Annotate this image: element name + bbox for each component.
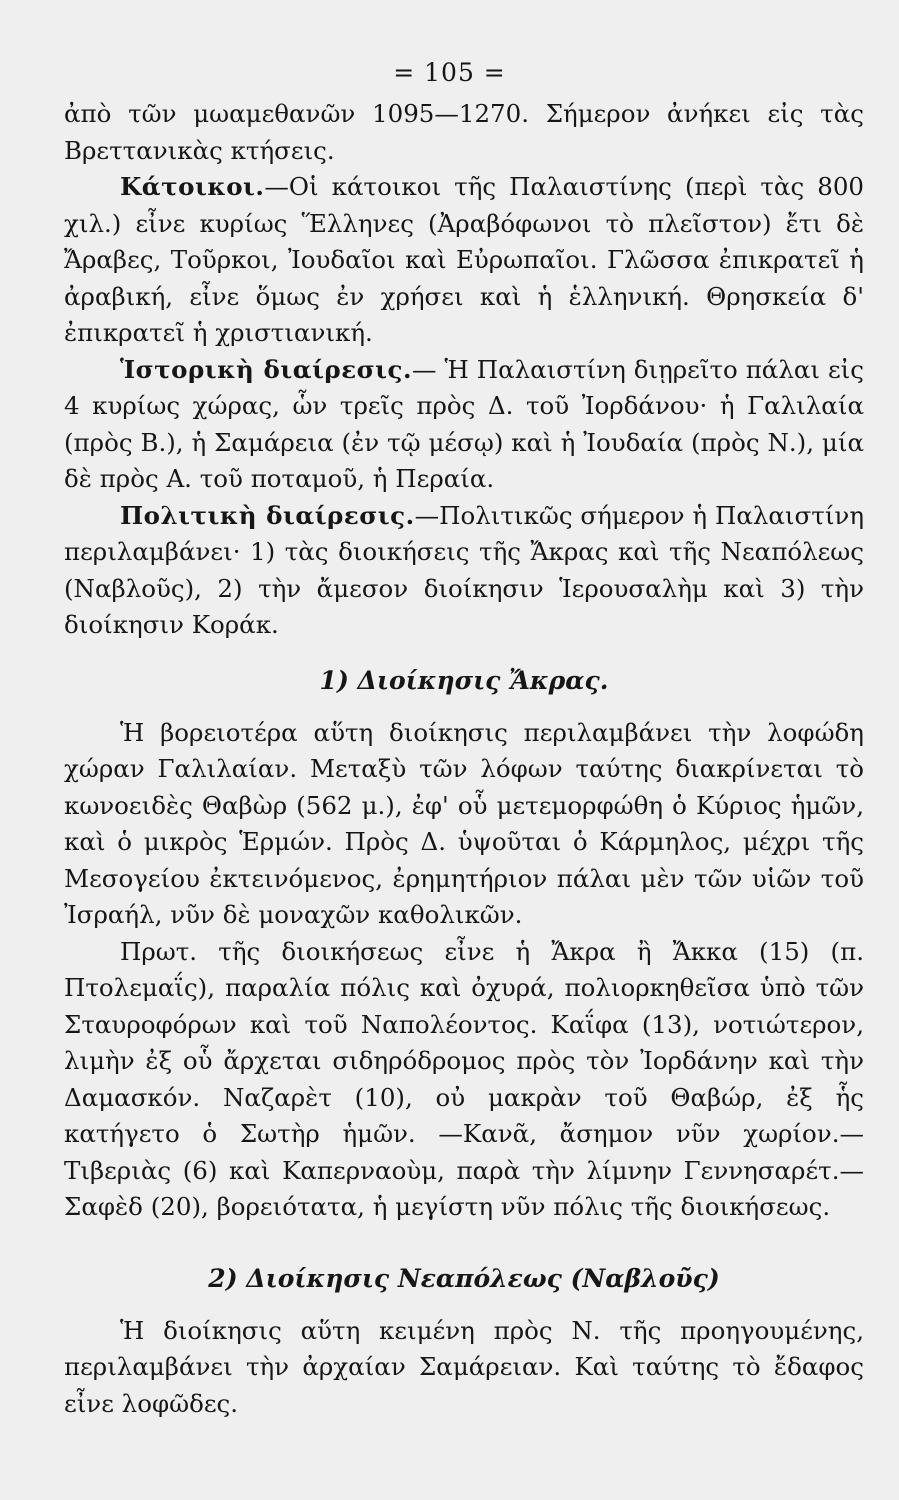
page-text bbox=[64, 96, 864, 1422]
section-heading-nablus: 2) Διοίκησις Νεαπόλεως (Ναβλοῦς) bbox=[208, 1263, 720, 1293]
political-division-lead: Πολιτικὴ διαίρεσις. bbox=[120, 500, 415, 530]
political-division-paragraph bbox=[64, 498, 864, 644]
acre-paragraph-2: Πρωτ. τῆς διοικήσεως εἶνε ἡ Ἄκρα ἢ Ἄκκα (15) (π. Πτολεμαΐς), παραλία πόλις καὶ ὀχυρά, πολιορκηθεῖσα ὑπὸ τῶν Σταυροφόρων καὶ τοῦ Ναπολέοντος. Καΐφα (13), νοτιώτερον, λιμὴν ἐξ οὗ ἄρχεται σιδηρόδρομος πρὸς τὸν Ἰορδάνην καὶ τὴν Δαμασκόν. Ναζαρὲτ (10), οὐ μακρὰν τοῦ Θαβώρ, ἐξ ἧς κατήγετο ὁ Σωτὴρ ἡμῶν. —Κανᾶ, ἄσημον νῦν χωρίον.—Τιβεριὰς (6) καὶ Καπερναοὺμ, παρὰ τὴν λίμνην Γεννησαρέτ.—Σαφὲδ (20), βορειότατα, ἡ μεγίστη νῦν πόλις τῆς διοικήσεως. bbox=[64, 936, 864, 1221]
inhabitants-lead: Κάτοικοι. bbox=[120, 172, 265, 201]
inhabitants-paragraph bbox=[64, 169, 864, 352]
inhabitants-text: —Οἱ κάτοικοι τῆς Παλαιστίνης (περὶ τὰς 800 χιλ.) εἶνε κυρίως Ἕλληνες (Ἀραβόφωνοι τὸ πλεῖστον) ἔτι δὲ Ἄραβες, Τοῦρκοι, Ἰουδαῖοι καὶ Εὐρωπαῖοι. Γλῶσσα ἐπικρατεῖ ἡ ἀραβική, εἶνε ὅμως ἐν χρήσει καὶ ἡ ἑλληνική. Θρησκεία δ' ἐπικρατεῖ ἡ χριστιανική. bbox=[64, 172, 864, 347]
historical-division-lead: Ἱστορικὴ διαίρεσις. bbox=[120, 354, 412, 384]
page-number: = 105 = bbox=[393, 58, 506, 87]
historical-division-text: — Ἡ Παλαιστίνη διῃρεῖτο πάλαι εἰς 4 κυρίως χώρας, ὧν τρεῖς πρὸς Δ. τοῦ Ἰορδάνου· ἡ Γαλιλαία (πρὸς Β.), ἡ Σαμάρεια (ἐν τῷ μέσῳ) καὶ ἡ Ἰουδαία (πρὸς Ν.), μία δὲ πρὸς Α. τοῦ ποταμοῦ, ἡ Περαία. bbox=[64, 354, 865, 493]
acre-paragraph-1: Ἡ βορειοτέρα αὕτη διοίκησις περιλαμβάνει τὴν λοφώδη χώραν Γαλιλαίαν. Μεταξὺ τῶν λόφων ταύτης διακρίνεται τὸ κωνοειδὲς Θαβὼρ (562 μ.), ἐφ' οὗ μετεμορφώθη ὁ Κύριος ἡμῶν, καὶ ὁ μικρὸς Ἑρμών. Πρὸς Δ. ὑψοῦται ὁ Κάρμηλος, μέχρι τῆς Μεσογείου ἐκτεινόμενος, ἐρημητήριον πάλαι μὲν τῶν υἱῶν τοῦ Ἰσραήλ, νῦν δὲ μοναχῶν καθολικῶν. bbox=[64, 717, 864, 929]
section-heading-acre: 1) Διοίκησις Ἄκρας. bbox=[319, 665, 609, 695]
political-division-text: —Πολιτικῶς σήμερον ἡ Παλαιστίνη περιλαμβάνει· 1) τὰς διοικήσεις τῆς Ἄκρας καὶ τῆς Νεαπόλεως (Ναβλοῦς), 2) τὴν ἄμεσον διοίκησιν Ἱερουσαλὴμ καὶ 3) τὴν διοίκησιν Κοράκ. bbox=[64, 500, 864, 639]
nablus-paragraph-1: Ἡ διοίκησις αὕτη κειμένη πρὸς Ν. τῆς προηγουμένης, περιλαμβάνει τὴν ἀρχαίαν Σαμάρειαν. Καὶ ταύτης τὸ ἔδαφος εἶνε λοφῶδες. bbox=[64, 1315, 864, 1418]
intro-paragraph: ἀπὸ τῶν μωαμεθανῶν 1095—1270. Σήμερον ἀνήκει εἰς τὰς Βρεττανικὰς κτήσεις. bbox=[64, 99, 864, 165]
historical-division-paragraph bbox=[64, 352, 864, 498]
